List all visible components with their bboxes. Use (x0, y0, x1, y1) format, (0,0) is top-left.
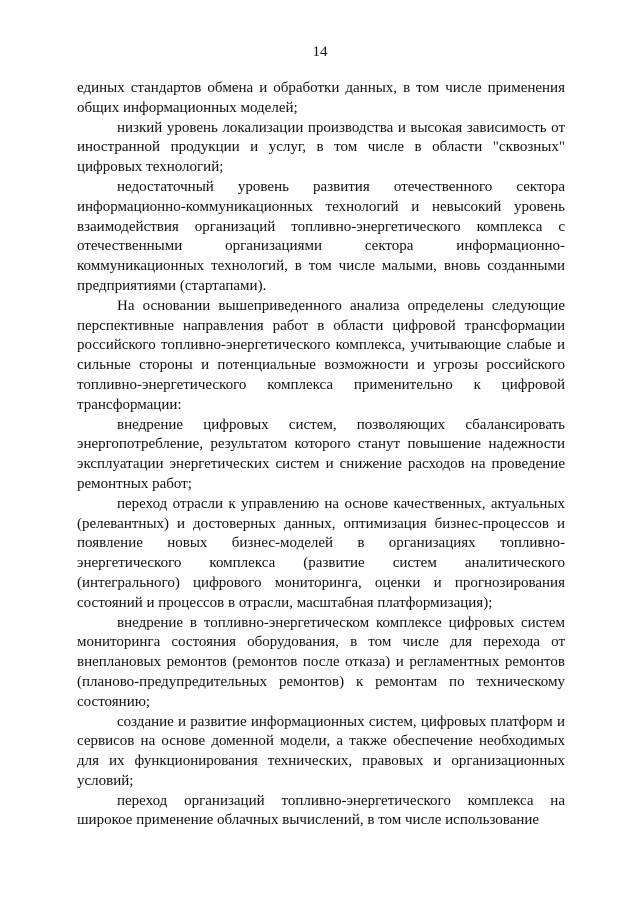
paragraph: На основании вышеприведенного анализа определены следующие перспективные направления работ в области цифровой трансформации российского топливно-энергетического комплекса, учитывающие слабые и сильные стороны и потенциальные возможности и угрозы российского топливно-энергетического комплекса применительно к цифровой трансформации: (77, 297, 565, 413)
paragraph: переход отрасли к управлению на основе качественных, актуальных (релевантных) и достоверных данных, оптимизация бизнес-процессов и появление новых бизнес-моделей в организациях топливно-энергетического комплекса (развитие систем аналитического (интегрального) цифрового мониторинга, оценки и прогнозирования состояний и процессов в отрасли, масштабная платформизация); (77, 495, 565, 611)
body-text (77, 79, 565, 831)
paragraph: внедрение цифровых систем, позволяющих сбалансировать энергопотребление, результатом которого станут повышение надежности эксплуатации энергетических систем и снижение расходов на проведение ремонтных работ; (77, 416, 565, 492)
paragraph: внедрение в топливно-энергетическом комплексе цифровых систем мониторинга состояния оборудования, в том числе для перехода от внеплановых ремонтов (ремонтов после отказа) и регламентных ремонтов (планово-предупредительных ремонтов) к ремонтам по техническому состоянию; (77, 614, 565, 710)
paragraph: создание и развитие информационных систем, цифровых платформ и сервисов на основе доменной модели, а также обеспечение необходимых для их функционирования технических, правовых и организационных условий; (77, 713, 565, 789)
paragraph: недостаточный уровень развития отечественного сектора информационно-коммуникационных технологий и невысокий уровень взаимодействия организаций топливно-энергетического комплекса с отечественными организациями сектора информационно-коммуникационных технологий, в том числе малыми, вновь созданными предприятиями (стартапами). (77, 178, 565, 294)
page-number: 14 (312, 44, 328, 60)
paragraph: переход организаций топливно-энергетического комплекса на широкое применение облачных вычислений, в том числе использование (77, 792, 565, 829)
paragraph: низкий уровень локализации производства и высокая зависимость от иностранной продукции и услуг, в том числе в области "сквозных" цифровых технологий; (77, 119, 565, 176)
paragraph: единых стандартов обмена и обработки данных, в том числе применения общих информационных моделей; (77, 80, 565, 116)
